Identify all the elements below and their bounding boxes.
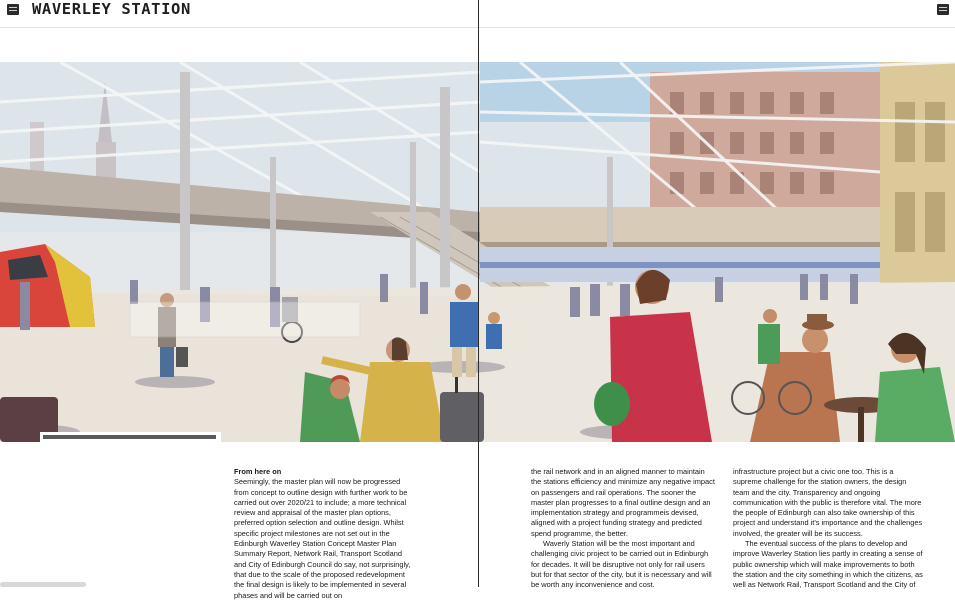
- paragraph: infrastructure project but a civic one too. This is a supreme challenge for the station owners, the design team and the city. Transparency and ongoing communication with the public is therefore vital. The more the people of Edinburgh can also take ownership of this project and understand it's importance and the challenges involved, the greater will be its success.: [733, 467, 923, 538]
- article-column-2: [531, 467, 716, 591]
- page-title: WAVERLEY STATION: [32, 0, 191, 18]
- menu-icon[interactable]: [937, 4, 949, 15]
- menu-icon[interactable]: [7, 4, 19, 15]
- paragraph: Seemingly, the master plan will now be progressed from concept to outline design with further work to be carried out over 2020/21 to include; a more technical review and appraisal of the master plan options, preferred option selection and outline design. Whilst specific project milestones are not set out in the Edinburgh Waverley Station Concept Master Plan Summary Report, Network Rail, Transport Scotland and City of Edinburgh Council do say, not surprisingly, that due to the scale of the proposed redevelopment the final design is likely to be implemented in several phases and will be carried out on: [234, 477, 411, 600]
- horizontal-scrollbar[interactable]: [0, 582, 86, 587]
- paragraph: The eventual success of the plans to develop and improve Waverley Station lies partly in creating a sense of public ownership which will make improvements to both the station and the city something in which the citizens, as well as Network Rail, Transport Scotland and the City of: [733, 539, 923, 590]
- paragraph: the rail network and in an aligned manner to maintain the stations efficiency and minimize any negative impact on passengers and rail operations. The sooner the master plan progresses to a final outline design and an implementation strategy and programmeis devised, aligned with a project funding strategy and predicted spend programme, the better.: [531, 467, 715, 538]
- article-column-1: [234, 467, 416, 601]
- article-column-3: [733, 467, 923, 591]
- section-heading: From here on: [234, 467, 282, 476]
- caption-bar: [40, 432, 221, 442]
- page-spine: [478, 0, 479, 587]
- paragraph: Waverly Station will be the most important and challenging civic project to be carried out in Edinburgh for decades. It will be disruptive not only for rail users but for that sector of the city, but it is necessary and will be worth any inconvenience and cost.: [531, 539, 712, 590]
